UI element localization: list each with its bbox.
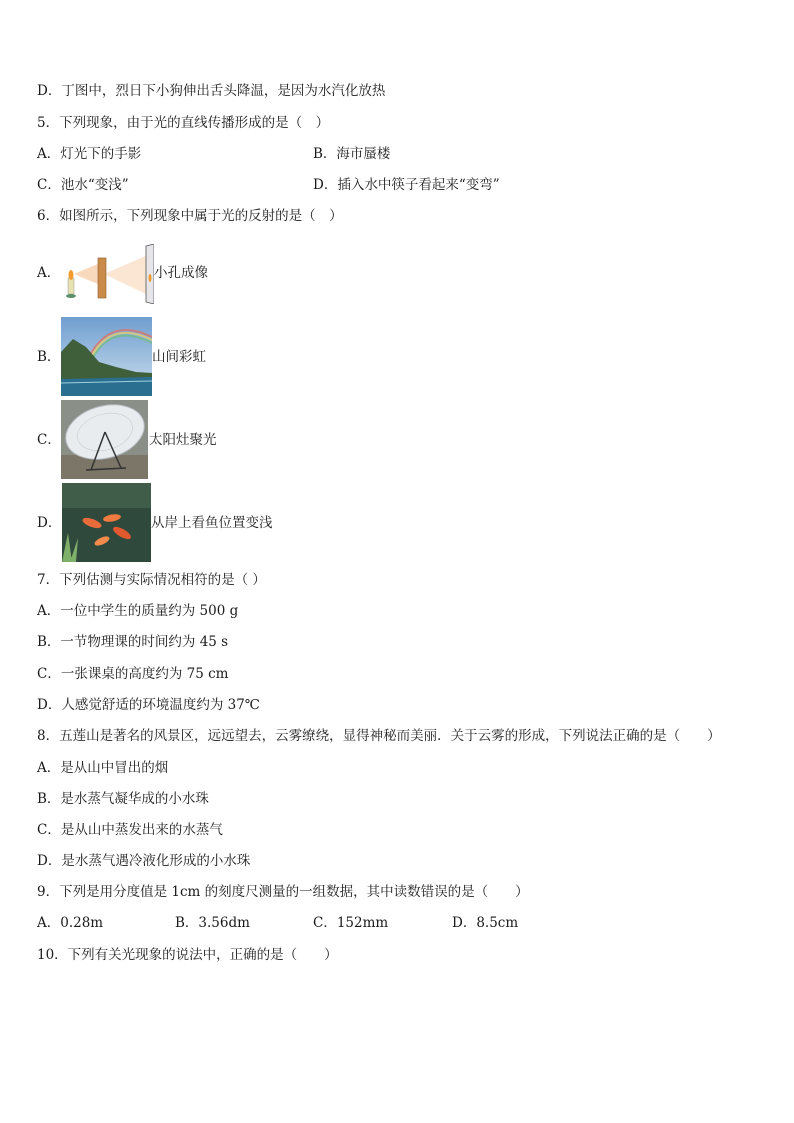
q6-stem: 6．如图所示，下列现象中属于光的反射的是（ ） <box>37 208 343 224</box>
q6-option-a-caption: 小孔成像 <box>154 265 208 281</box>
q9-option-b: B．3.56dm <box>175 915 250 931</box>
q10-stem: 10．下列有关光现象的说法中，正确的是（ ） <box>37 947 338 963</box>
q5-option-c: C．池水“变浅” <box>37 177 129 193</box>
q6-option-a-letter: A． <box>37 265 61 281</box>
q8-option-d: D．是水蒸气遇冷液化形成的小水珠 <box>37 853 251 869</box>
q6-option-d-letter: D． <box>37 515 62 531</box>
q9-stem: 9．下列是用分度值是 1cm 的刻度尺测量的一组数据，其中读数错误的是（ ） <box>37 884 529 900</box>
q9-option-a: A．0.28m <box>37 915 104 931</box>
q6-option-c-caption: 太阳灶聚光 <box>149 432 217 448</box>
q5-stem: 5．下列现象，由于光的直线传播形成的是（ ） <box>37 115 330 131</box>
q7-option-b: B．一节物理课的时间约为 45 s <box>37 634 229 650</box>
q7-option-c: C．一张课桌的高度约为 75 cm <box>37 666 229 682</box>
q5-option-d: D．插入水中筷子看起来“变弯” <box>313 177 500 193</box>
q4-option-d: D．丁图中，烈日下小狗伸出舌头降温，是因为水汽化放热 <box>37 83 386 99</box>
q5-option-a: A．灯光下的手影 <box>37 146 142 162</box>
q9-option-c: C．152mm <box>313 915 389 931</box>
solar-cooker-photo <box>61 400 148 479</box>
q8-option-b: B．是水蒸气凝华成的小水珠 <box>37 791 209 807</box>
q9-option-d: D．8.5cm <box>452 915 519 931</box>
q6-option-c-letter: C． <box>37 432 61 448</box>
q8-option-a: A．是从山中冒出的烟 <box>37 760 169 776</box>
goldfish-pond-photo <box>62 483 151 562</box>
q8-option-c: C．是从山中蒸发出来的水蒸气 <box>37 822 223 838</box>
mountain-rainbow-photo <box>61 317 152 396</box>
q7-option-d: D．人感觉舒适的环境温度约为 37℃ <box>37 697 260 713</box>
pinhole-imaging-figure <box>62 244 154 304</box>
q7-option-a: A．一位中学生的质量约为 500 g <box>37 603 239 619</box>
q6-option-d-caption: 从岸上看鱼位置变浅 <box>151 515 273 531</box>
q6-option-b-caption: 山间彩虹 <box>152 349 206 365</box>
q8-stem: 8．五莲山是著名的风景区，远远望去，云雾缭绕，显得神秘而美丽．关于云雾的形成，下列说法正确的是（ ） <box>37 728 721 744</box>
q5-option-b: B．海市蜃楼 <box>313 146 391 162</box>
q6-option-b-letter: B． <box>37 349 61 365</box>
q7-stem: 7．下列估测与实际情况相符的是（ ） <box>37 572 266 588</box>
